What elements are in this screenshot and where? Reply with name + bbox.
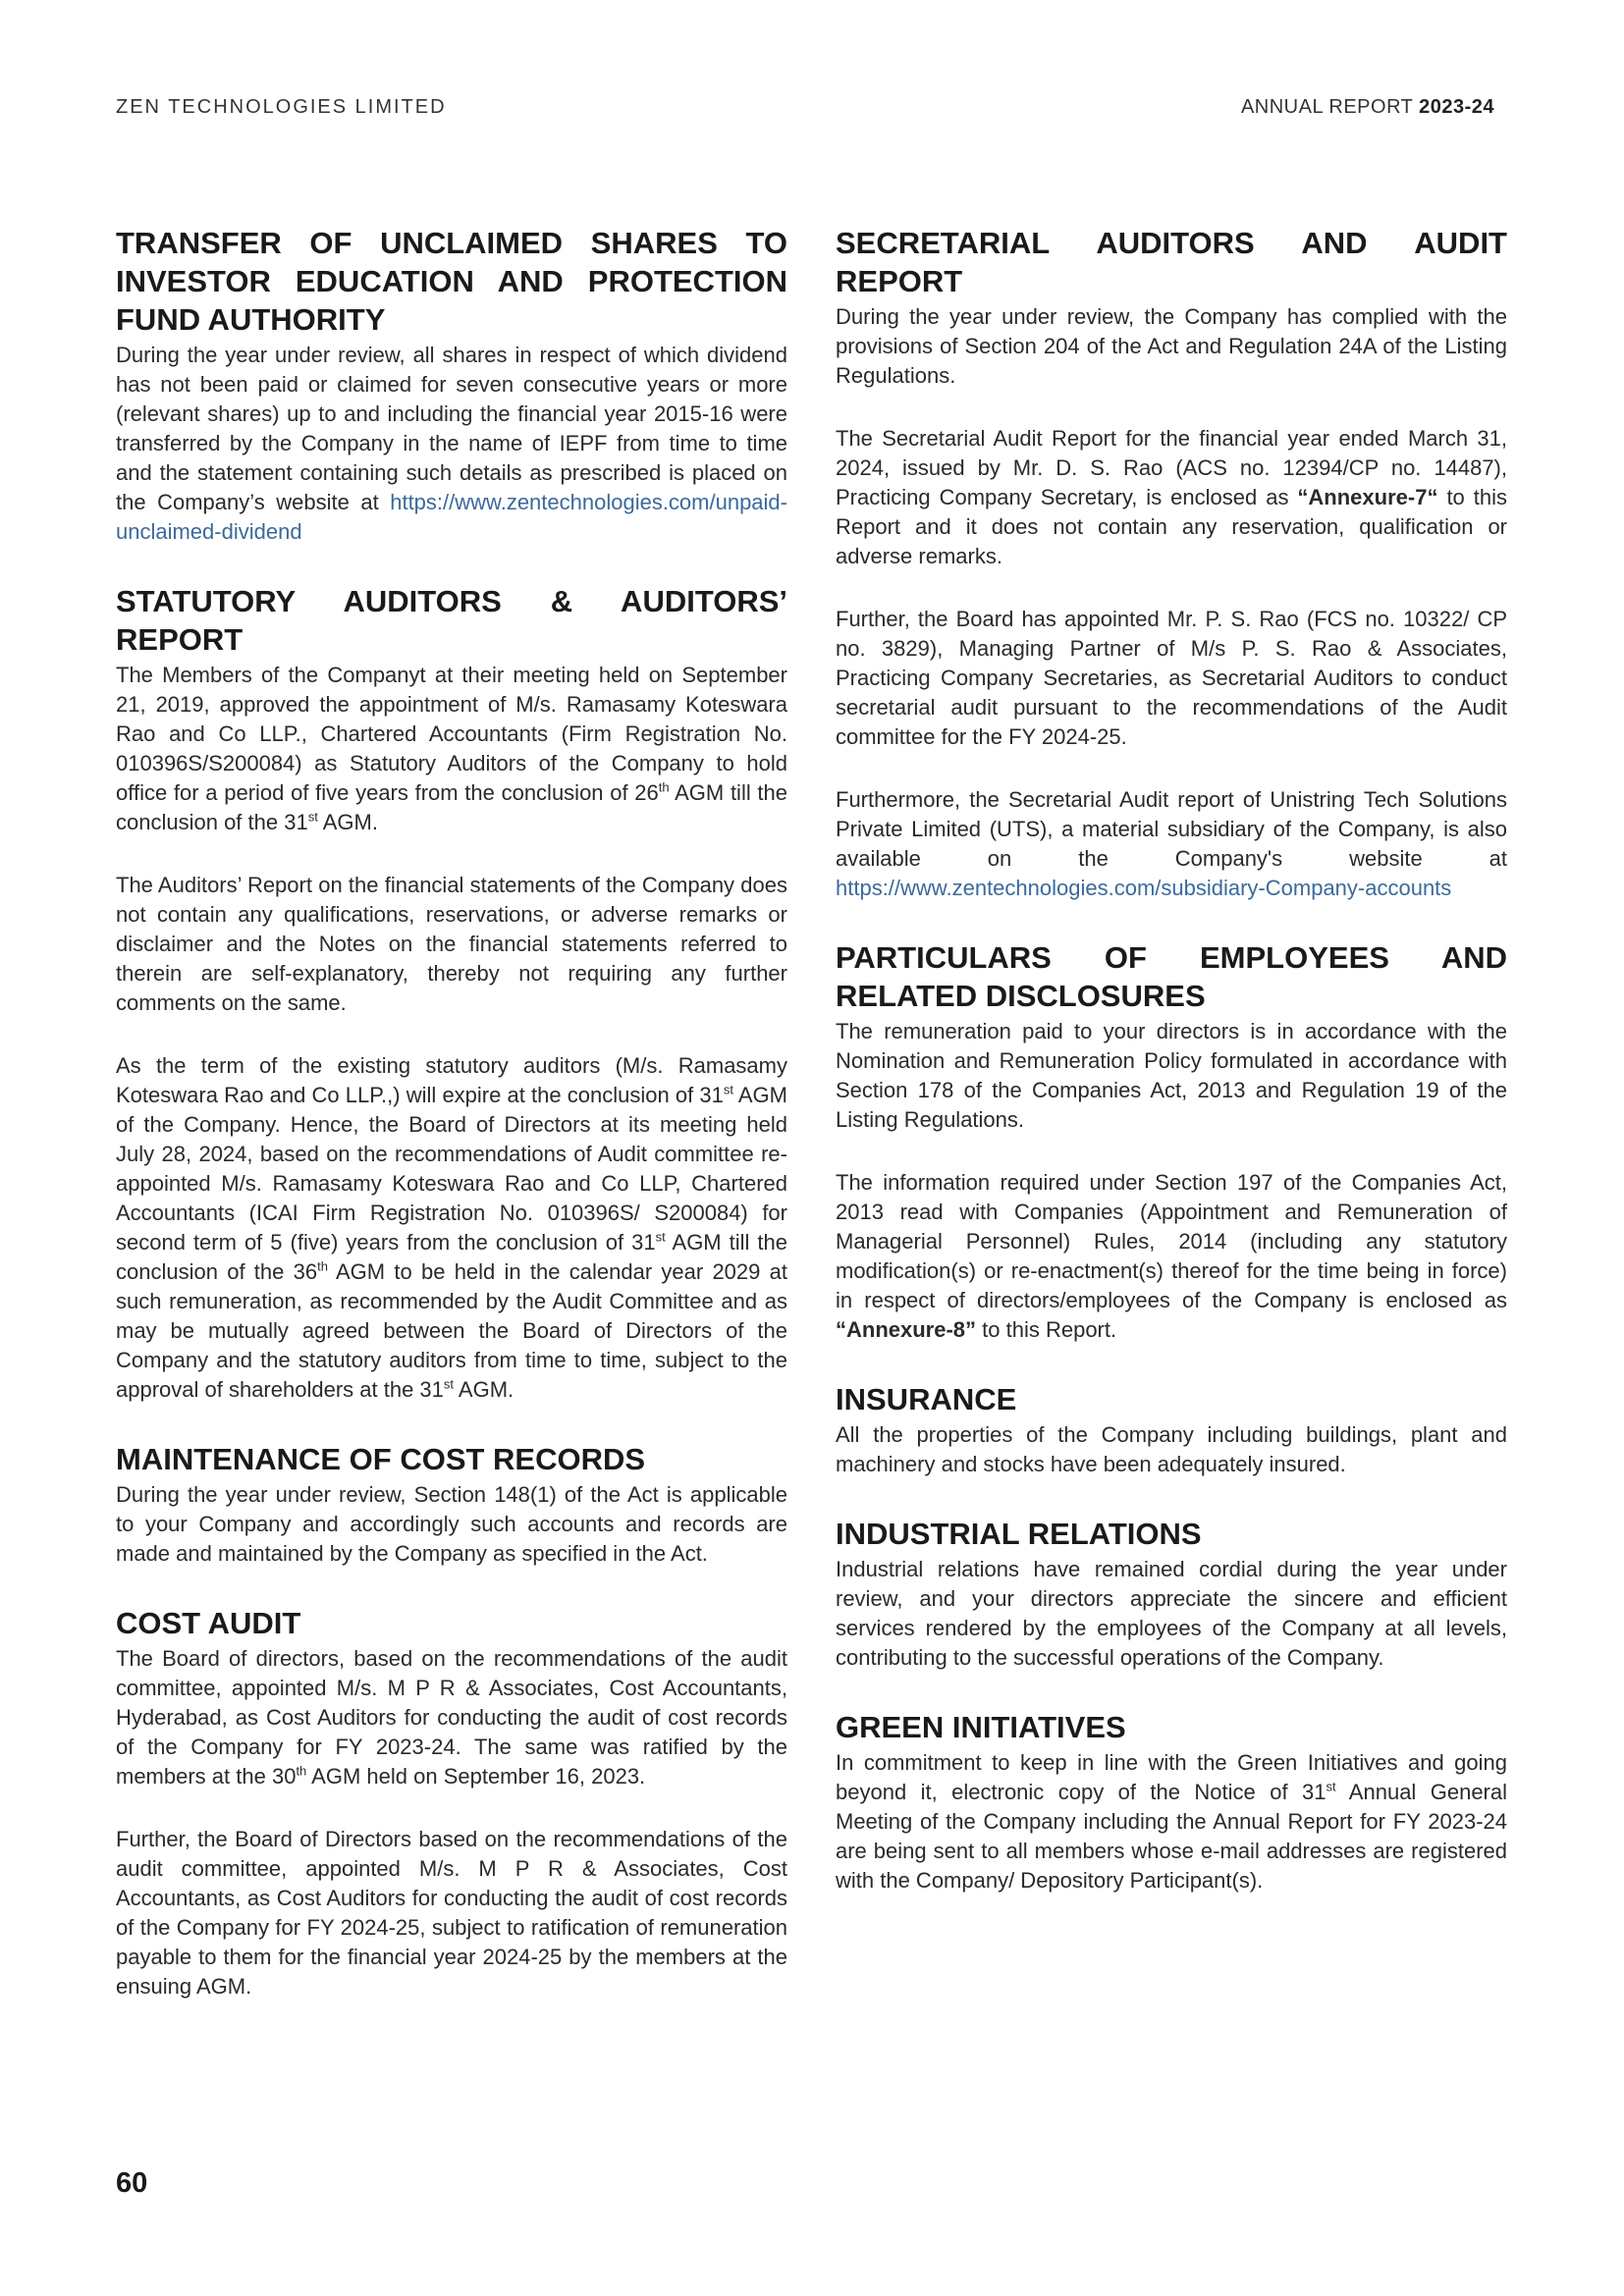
annexure-7-label: “Annexure-7“ (1297, 485, 1438, 509)
paragraph-text: The Secretarial Audit Report for the financial year ended March 31, 2024, issued by Mr. D. S. Rao (ACS no. 12394/CP no. 14487), Practicing Company Secretary, is enclosed as (836, 426, 1507, 509)
paragraph-text: The Board of directors, based on the recommendations of the audit committee, appointed M/s. M P R & Associates, Cost Accountants, Hyderabad, as Cost Auditors for conducting the audit of cost records of the Company for FY 2023-24. The same was ratified by the members at the 30 (116, 1646, 787, 1789)
paragraph (836, 1748, 1507, 1896)
paragraph-text: As the term of the existing statutory auditors (M/s. Ramasamy Koteswara Rao and Co LLP.,) will expire at the conclusion of 31 (116, 1053, 787, 1107)
paragraph-text: AGM to be held in the calendar year 2029 at such remuneration, as recommended by the Audit Committee and as may be mutually agreed between the Board of Directors of the Company and the statutory auditors from time to time, subject to the approval of shareholders at the 31 (116, 1259, 787, 1402)
paragraph: During the year under review, the Company has complied with the provisions of Section 204 of the Act and Regulation 24A of the Listing Regulations. (836, 304, 1507, 388)
annexure-8-label: “Annexure-8” (836, 1317, 977, 1342)
left-column (116, 224, 787, 2037)
paragraph-text: to this Report and it does not contain any reservation, qualification or adverse remarks. (836, 485, 1508, 568)
section-title: SECRETARIAL AUDITORS AND AUDIT REPORT (836, 226, 1507, 298)
section-cost-records (116, 1440, 787, 1569)
paragraph: The Auditors’ Report on the financial statements of the Company does not contain any qualifications, reservations, or adverse remarks or disclaimer and the Notes on the financial statements referred to therein are self-explanatory, thereby not requiring any further comments on the same. (116, 873, 787, 1015)
ordinal-suffix: st (307, 809, 318, 825)
page-number: 60 (116, 2167, 148, 2199)
subsidiary-accounts-link[interactable]: https://www.zentechnologies.com/subsidiary-Company-accounts (836, 876, 1452, 900)
section-statutory-auditors (116, 582, 787, 1405)
iepf-link[interactable]: https://www.zentechnologies.com/unpaid-unclaimed-dividend (116, 490, 787, 544)
paragraph: The remuneration paid to your directors is in accordance with the Nomination and Remuneration Policy formulated in accordance with Section 178 of the Companies Act, 2013 and Regulation 19 of the Listing Regulations. (836, 1019, 1507, 1132)
paragraph-text: AGM till the conclusion of the 31 (116, 780, 788, 834)
paragraph: All the properties of the Company including buildings, plant and machinery and stocks have been adequately insured. (836, 1422, 1507, 1476)
paragraph: Industrial relations have remained cordial during the year under review, and your directors appreciate the sincere and efficient services rendered by the employees of the Company at all levels, contributing to the successful operations of the Company. (836, 1557, 1507, 1670)
ordinal-suffix: th (658, 779, 670, 795)
ordinal-suffix: st (443, 1376, 455, 1392)
report-label: ANNUAL REPORT (1240, 96, 1414, 118)
report-year: 2023-24 (1419, 96, 1494, 118)
section-title: INDUSTRIAL RELATIONS (836, 1517, 1202, 1551)
paragraph-text: AGM till the conclusion of the 36 (116, 1230, 788, 1284)
paragraph-text: AGM. (454, 1377, 514, 1402)
section-title: INSURANCE (836, 1382, 1017, 1416)
paragraph-text: In commitment to keep in line with the Green Initiatives and going beyond it, electronic copy of the Notice of 31 (836, 1750, 1507, 1804)
section-unclaimed-shares (116, 224, 787, 547)
paragraph (116, 661, 787, 837)
section-title: PARTICULARS OF EMPLOYEES AND RELATED DISCLOSURES (836, 940, 1507, 1013)
section-title: STATUTORY AUDITORS & AUDITORS’ REPORT (116, 584, 787, 657)
paragraph-text: AGM of the Company. Hence, the Board of Directors at its meeting held July 28, 2024, based on the recommendations of Audit committee re-appointed M/s. Ramasamy Koteswara Rao and Co LLP, Chartered Accountants (ICAI Firm Registration No. 010396S/ S200084) for second term of 5 (five) years from the conclusion of 31 (116, 1083, 787, 1255)
paragraph-text: During the year under review, all shares in respect of which dividend has not been paid or claimed for seven consecutive years or more (relevant shares) up to and including the financial year 2015-16 were transferred by the Company in the name of IEPF from time to time and the statement containing such details as prescribed is placed on the Company’s website at (116, 343, 787, 514)
section-title: COST AUDIT (116, 1606, 301, 1640)
paragraph-text: The information required under Section 197 of the Companies Act, 2013 read with Companies (Appointment and Remuneration of Managerial Personnel) Rules, 2014 (including any statutory modification(s) or re-enactment(s) thereof for the time being in force) in respect of directors/employees of the Company is enclosed as (836, 1170, 1507, 1312)
section-title: GREEN INITIATIVES (836, 1710, 1126, 1744)
section-employees (836, 938, 1507, 1345)
section-title: TRANSFER OF UNCLAIMED SHARES TO INVESTOR EDUCATION AND PROTECTION FUND AUTHORITY (116, 226, 787, 337)
paragraph (836, 785, 1507, 903)
paragraph-text: AGM. (317, 810, 378, 834)
paragraph: Further, the Board has appointed Mr. P. S. Rao (FCS no. 10322/ CP no. 3829), Managing Partner of M/s P. S. Rao & Associates, Practicing Company Secretaries, as Secretarial Auditors to conduct secretarial audit pursuant to the recommendations of the Audit committee for the FY 2024-25. (836, 607, 1507, 749)
ordinal-suffix: st (1326, 1779, 1336, 1794)
ordinal-suffix: th (296, 1763, 307, 1779)
paragraph (116, 341, 787, 547)
section-insurance (836, 1380, 1507, 1479)
report-title (1241, 96, 1494, 119)
paragraph-text: to this Report. (976, 1317, 1117, 1342)
ordinal-suffix: st (723, 1082, 733, 1097)
paragraph: During the year under review, Section 148(1) of the Act is applicable to your Company and accordingly such accounts and records are made and maintained by the Company as specified in the Act. (116, 1482, 787, 1566)
paragraph-text: Annual General Meeting of the Company including the Annual Report for FY 2023-24 are being sent to all members whose e-mail addresses are registered with the Company/ Depository Participant(s). (836, 1780, 1508, 1893)
paragraph: Further, the Board of Directors based on the recommendations of the audit committee, appointed M/s. M P R & Associates, Cost Accountants, as Cost Auditors for conducting the audit of cost records of the Company for FY 2024-25, subject to ratification of remuneration payable to them for the financial year 2024-25 by the members at the ensuing AGM. (116, 1827, 787, 1999)
section-title: MAINTENANCE OF COST RECORDS (116, 1442, 646, 1476)
section-cost-audit (116, 1604, 787, 2002)
paragraph-text: AGM held on September 16, 2023. (306, 1764, 646, 1789)
paragraph-text: The Members of the Companyt at their meeting held on September 21, 2019, approved the appointment of M/s. Ramasamy Koteswara Rao and Co LLP., Chartered Accountants (Firm Registration No. 010396S/S200084) as Statutory Auditors of the Company to hold office for a period of five years from the conclusion of 26 (116, 663, 787, 805)
paragraph-text: Furthermore, the Secretarial Audit report of Unistring Tech Solutions Private Limited (UTS), a material subsidiary of the Company, is also available on the Company's website at (836, 787, 1507, 871)
section-industrial-relations (836, 1515, 1507, 1673)
paragraph (836, 1168, 1507, 1345)
ordinal-suffix: th (317, 1258, 328, 1274)
right-column (836, 224, 1507, 1931)
paragraph (836, 424, 1507, 571)
section-secretarial-auditors (836, 224, 1507, 903)
paragraph (116, 1051, 787, 1405)
section-green-initiatives (836, 1708, 1507, 1896)
company-name: ZEN TECHNOLOGIES LIMITED (116, 96, 447, 118)
paragraph (116, 1644, 787, 1791)
ordinal-suffix: st (655, 1229, 666, 1245)
